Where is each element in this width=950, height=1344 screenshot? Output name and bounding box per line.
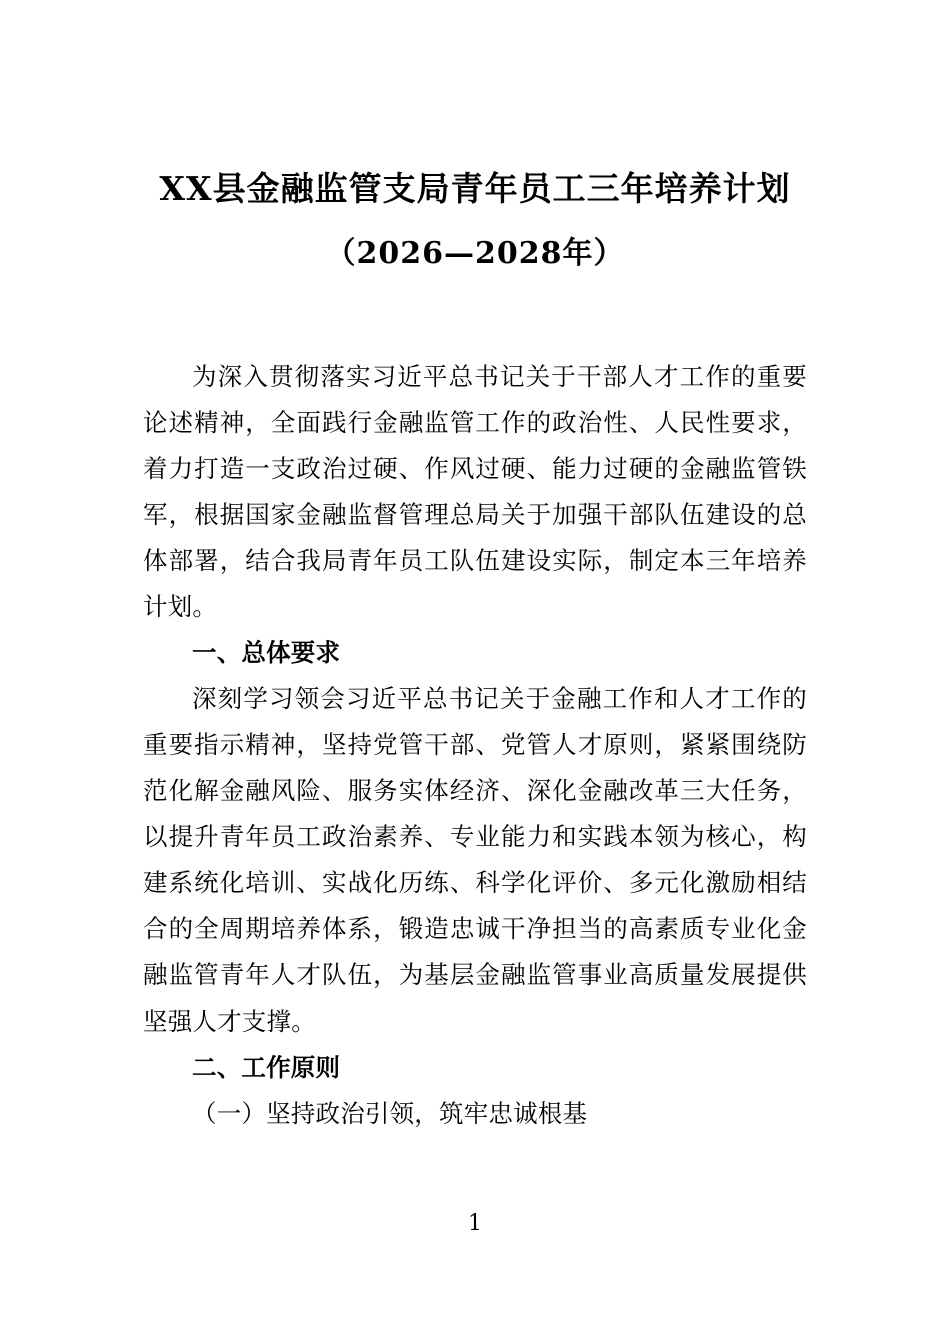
page-title: XX县金融监管支局青年员工三年培养计划 xyxy=(159,169,791,208)
section-heading-1: 一、总体要求 xyxy=(192,638,341,668)
page-subtitle: （2026—2028年） xyxy=(325,235,625,271)
paragraph-intro: 为深入贯彻落实习近平总书记关于干部人才工作的重要论述精神，全面践行金融监管工作的政治性、人民性要求，着力打造一支政治过硬、作风过硬、能力过硬的金融监管铁军，根据国家金融监督管理总局关于加强干部队伍建设的总体部署，结合我局青年员工队伍建设实际，制定本三年培养计划。 xyxy=(143,361,807,622)
subsection-heading-2-1: （一）坚持政治引领，筑牢忠诚根基 xyxy=(192,1098,588,1128)
paragraph-section-1: 深刻学习领会习近平总书记关于金融工作和人才工作的重要指示精神，坚持党管干部、党管人才原则，紧紧围绕防范化解金融风险、服务实体经济、深化金融改革三大任务，以提升青年员工政治素养、专业能力和实践本领为核心，构建系统化培训、实战化历练、科学化评价、多元化激励相结合的全周期培养体系，锻造忠诚干净担当的高素质专业化金融监管青年人才队伍，为基层金融监管事业高质量发展提供坚强人才支撑。 xyxy=(143,684,807,1036)
document-body xyxy=(143,354,807,1137)
section-heading-2: 二、工作原则 xyxy=(192,1052,341,1082)
page-number: 1 xyxy=(468,1211,482,1236)
